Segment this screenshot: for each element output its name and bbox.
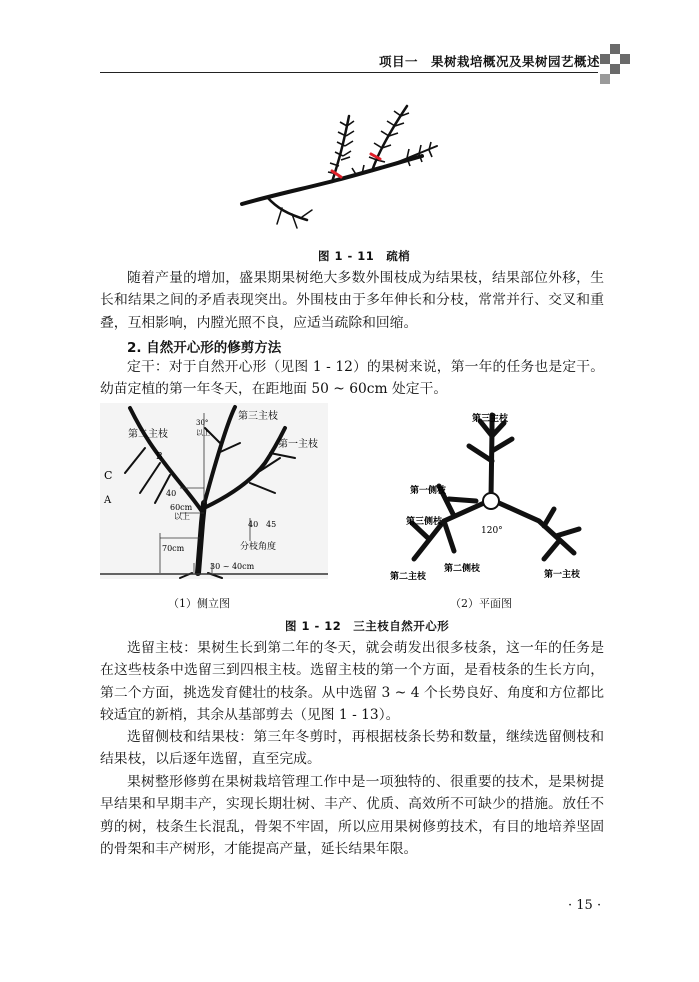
label-40b: 40 [248, 520, 259, 529]
page-number: · 15 · [568, 898, 602, 913]
label-45: 45 [266, 520, 277, 529]
label-angle-30: 30° [196, 419, 209, 427]
label-plan-first-side: 第一侧枝 [410, 486, 447, 496]
label-b: B [156, 452, 163, 462]
label-40: 40 [166, 489, 177, 498]
label-plan-first-main: 第一主枝 [544, 570, 581, 580]
label-c: C [104, 469, 113, 482]
paragraph-3: 选留主枝：果树生长到第二年的冬天，就会萌发出很多枝条，这一年的任务是在这些枝条中选留三到四根主枝。选留主枝的第一个方面，是看枝条的生长方向，第二个方面，挑选发育健壮的枝条。从中选留 3 ~ 4 个长势良好、角度和方位都比较适宜的新梢，其余从基部剪去（见图 1 - 13）。 [100, 640, 604, 724]
figure-1-12-plan-view [384, 401, 604, 581]
label-plan-third-main: 第三主枝 [472, 414, 509, 424]
label-60cm: 60cm [170, 503, 193, 512]
figure-1-11-caption: 图 1 - 11 疏梢 [318, 249, 411, 263]
label-second-main-branch: 第二主枝 [128, 429, 168, 440]
label-plan-second-main: 第二主枝 [390, 572, 427, 581]
label-plan-third-side: 第三侧枝 [406, 517, 443, 527]
label-above-30: 以上 [196, 429, 210, 437]
label-70cm: 70cm [162, 544, 185, 553]
label-third-main-branch: 第三主枝 [238, 411, 278, 422]
paragraph-4: 选留侧枝和结果枝：第三年冬剪时，再根据枝条长势和数量，继续选留侧枝和结果枝，以后逐年选留，直至完成。 [100, 729, 604, 768]
label-first-main-branch: 第一主枝 [278, 439, 318, 450]
section-2-title: 2. 自然开心形的修剪方法 [127, 340, 282, 356]
label-plan-angle-120: 120° [481, 526, 503, 536]
paragraph-1: 随着产量的增加，盛果期果树绝大多数外围枝成为结果枝，结果部位外移，生长和结果之间的矛盾表现突出。外围枝由于多年伸长和分枝，常常并行、交叉和重叠，互相影响，内膛光照不良，应适当疏除和回缩。 [100, 270, 604, 331]
figure-1-12-left-subcaption: （1）侧立图 [168, 597, 230, 610]
running-header: 项目一 果树栽培概况及果树园艺概述 [378, 54, 600, 69]
label-above-60: 以上 [174, 512, 190, 521]
figure-1-12-right-subcaption: （2）平面图 [450, 597, 512, 610]
label-30-40cm: 30 ~ 40cm [210, 562, 255, 571]
paragraph-5: 果树整形修剪在果树栽培管理工作中是一项独特的、很重要的技术，是果树提早结果和早期丰产，实现长期壮树、丰产、优质、高效所不可缺少的措施。放任不剪的树，枝条生长混乱，骨架不牢固，所以应用果树修剪技术，有目的地培养坚固的骨架和丰产树形，才能提高产量，延长结果年限。 [100, 774, 604, 858]
label-branch-angle: 分枝角度 [240, 542, 277, 552]
figure-1-12-caption: 图 1 - 12 三主枝自然开心形 [285, 619, 450, 633]
header-rule [100, 72, 598, 73]
figure-1-11-illustration [237, 96, 457, 236]
label-a: A [104, 495, 112, 506]
figure-1-12-side-view [100, 403, 328, 579]
paragraph-2: 定干：对于自然开心形（见图 1 - 12）的果树来说，第一年的任务也是定干。幼苗定植的第一年冬天，在距地面 50 ~ 60cm 处定干。 [100, 359, 604, 398]
label-plan-second-side: 第二侧枝 [444, 564, 481, 574]
